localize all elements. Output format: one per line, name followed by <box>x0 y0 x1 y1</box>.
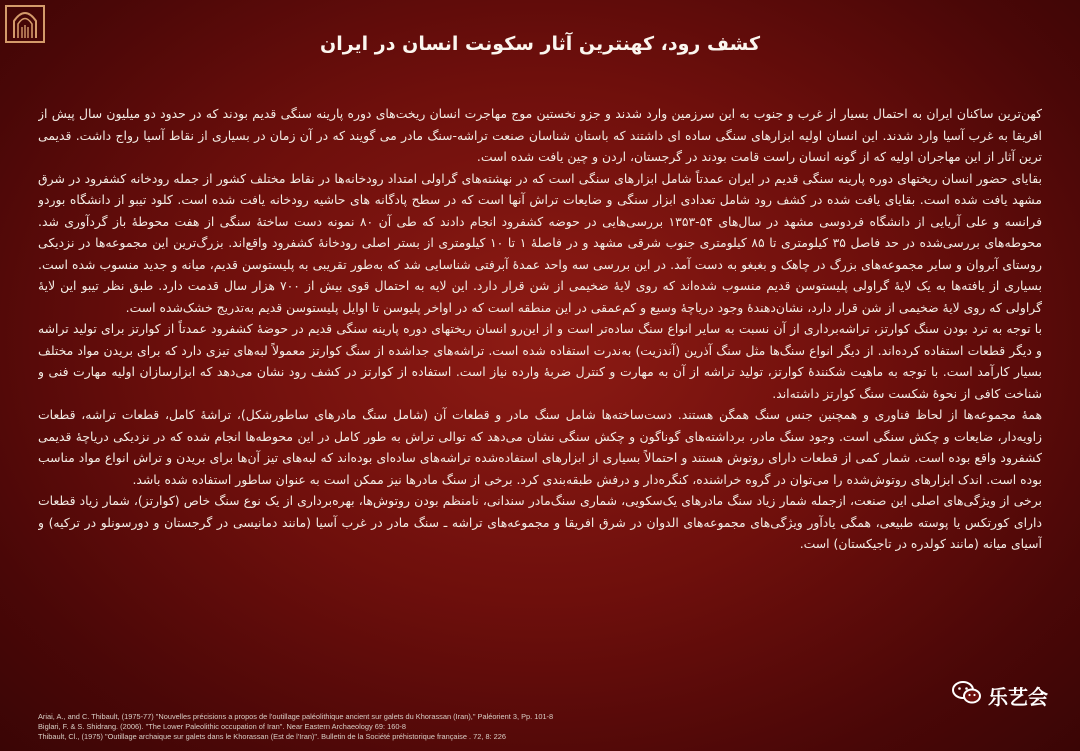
paragraph-4: همهٔ مجموعه‌ها از لحاظ فناوری و همچنین جنس سنگ همگن هستند. دست‌ساخته‌ها شامل سنگ مادر و قطعات آن (شامل سنگ مادرهای ساطورشکل)، تراشهٔ کامل، قطعات تراشه، قطعات زاویه‌دار، ضایعات و چکش سنگی است. وجود سنگ مادر، برداشته‌های گوناگون و چکش سنگی نشان می‌دهد که توالی تراش به طور کامل در این محوطه‌ها انجام شده که در نزدیکی دریاچهٔ قدیمی کشفرود واقع بوده است. شمار کمی از قطعات دارای روتوش هستند و احتمالاً بسیاری از ابزارهای استفاده‌شده تراشه‌های ساده‌ای بوده‌اند که لبه‌های تیز آن‌ها برای بریدن و تراش انواع مواد مناسب بوده است. اندک ابزارهای روتوش‌شده را می‌توان در گروه خراشنده، کنگره‌دار و درفش طبقه‌بندی کرد. برخی از سنگ مادرها نیز ممکن است به عنوان ساطور استفاده شده باشد. <box>38 407 1042 487</box>
wechat-watermark <box>952 680 1048 710</box>
panel-title: کشف رود، کهنترین آثار سکونت انسان در ایران <box>319 33 760 55</box>
paragraph-3: با توجه به ترد بودن سنگ کوارتز، تراشه‌برداری از آن نسبت به سایر انواع سنگ ساده‌تر است و از این‌رو انسان ریختهای دوره پارینه سنگی قدیم در حوضهٔ کشفرود عمدتاً از کوارتز برای تولید تراشه و دیگر قطعات استفاده کرده‌اند. از دیگر انواع سنگ‌ها مثل سنگ آذرین (آندزیت) به‌ندرت استفاده شده است. تراشه‌های جداشده از سنگ کوارتز معمولاً لبه‌های تیزی دارد که برای بریدن مواد مختلف بسیار کارآمد است. با توجه به ماهیت شکنندهٔ کوارتز، تولید تراشه از آن به مهارت و کنترل ضربهٔ وارده نیاز است. استفاده از کوارتز در کشف رود نشان می‌دهد که ابزارسازان اولیه مهارت فنی و شناخت کافی از نحوهٔ شکست سنگ کوارتز داشته‌اند. <box>38 321 1042 401</box>
reference-3: Thibault, Cl., (1975) "Outillage archaique sur galets dans le Khorassan (Est de l'Iran)". Bulletin de la Société préhistorique française . 72, 8: 226 <box>38 732 507 741</box>
paragraph-1: کهن‌ترین ساکنان ایران به احتمال بسیار از غرب و جنوب به این سرزمین وارد شدند و جزو نخستین موج مهاجرت انسان ریخت‌های دوره پارینه سنگی قدیم بودند که در حدود دو میلیون سال پیش از افریقا به غرب آسیا وارد شدند. این انسان اولیه ابزارهای سنگی ساده ای داشتند که باستان شناسان صنعت تراشه-سنگ مادر می گویند که در آن زمان در بسیاری از نقاط آسیا رواج داشت. قدیمی ترین آثار از این مهاجران اولیه که از گونه انسان راست قامت بودند در گرجستان، اردن و چین یافت شده است. <box>38 106 1042 164</box>
panel-body <box>38 103 1042 681</box>
reference-2: Biglari, F. & S. Shidrang. (2006). "The Lower Paleolithic occupation of Iran". Near Eastern Archaeology 69: 160-8 <box>38 722 407 731</box>
wechat-icon <box>952 680 982 710</box>
paragraph-2: بقایای حضور انسان ریختهای دوره پارینه سنگی قدیم در ایران عمدتاً شامل ابزارهای سنگی است که در نهشته‌های گراولی امتداد رودخانه‌ها در نقاط مختلف کشور از جمله رودخانه کشفرود در شرق مشهد یافت شده است. بقایای یافت شده در کشف رود شامل تعدادی ابزار سنگی و ضایعات تراش آنها است که در سطح پادگانه های حاشیه رودخانه یافت شده است. کلود تیبو از دانشگاه بوردو فرانسه و علی آریایی از دانشگاه فردوسی مشهد در سال‌های ۵۴-۱۳۵۳ بررسی‌هایی در حوضه کشفرود انجام دادند که طی آن ۸۰ نمونه دست ساختهٔ سنگی از هفت محوطهٔ باز گردآوری شد. محوطه‌های بررسی‌شده در حد فاصل ۳۵ کیلومتری تا ۸۵ کیلومتری جنوب شرقی مشهد و در فاصلهٔ ۱ تا ۱۰ کیلومتری از بستر اصلی رودخانهٔ کشفرود واقع‌اند. بزرگ‌ترین این مجموعه‌ها در نزدیکی روستای آبروان و سایر مجموعه‌های بزرگ در چاهک و بغبغو به دست آمد. در این بررسی سه واحد عمدهٔ آبرفتی شناسایی شد که به‌طور تقریبی به پلیستوسن قدیم، میانه و جدید منسوب شده است. بسیاری از یافته‌ها به یک لایهٔ گراولی پلیستوسن قدیم منسوب شده‌اند که روی لایهٔ ضخیمی از شن قرار دارد. این لایه به احتمال قوی بیش از ۷۰۰ هزار سال قدمت دارد. طبق نظر تیبو این لایهٔ گراولی که روی لایهٔ ضخیمی از شن قرار دارد، نشان‌دهندهٔ وجود دریاچهٔ وسیع و کم‌عمقی در این منطقه است که در اواخر پلیوسن تا اوایل پلیستوسن قدیم به‌تدریج خشک‌شده است. <box>38 170 1042 315</box>
paragraph-5: برخی از ویژگی‌های اصلی این صنعت، ازجمله شمار زیاد سنگ مادرهای یک‌سکویی، شماری سنگ‌مادر سندانی، نامنظم بودن روتوش‌ها، بهره‌برداری از یک نوع سنگ خاص (کوارتز)، شمار زیاد قطعات دارای کورتکس یا پوسته طبیعی، همگی یادآور ویژگی‌های مجموعه‌های الدوان در شرق افریقا و مجموعه‌های تراشه ـ سنگ مادر در غرب آسیا (مانند دمانیسی در گرجستان و دورسونلو در ترکیه) و آسیای میانه (مانند کولدره در تاجیکستان) است. <box>38 493 1042 551</box>
reference-1: Ariai, A., and C. Thibault, (1975-77) "Nouvelles précisions a propos de l'outillage paléolithique ancient sur galets du Khorassan (Iran)," Paléorient 3, Pp. 101-8 <box>38 712 554 721</box>
wechat-label: 乐艺会 <box>988 684 1048 709</box>
references <box>38 712 718 742</box>
